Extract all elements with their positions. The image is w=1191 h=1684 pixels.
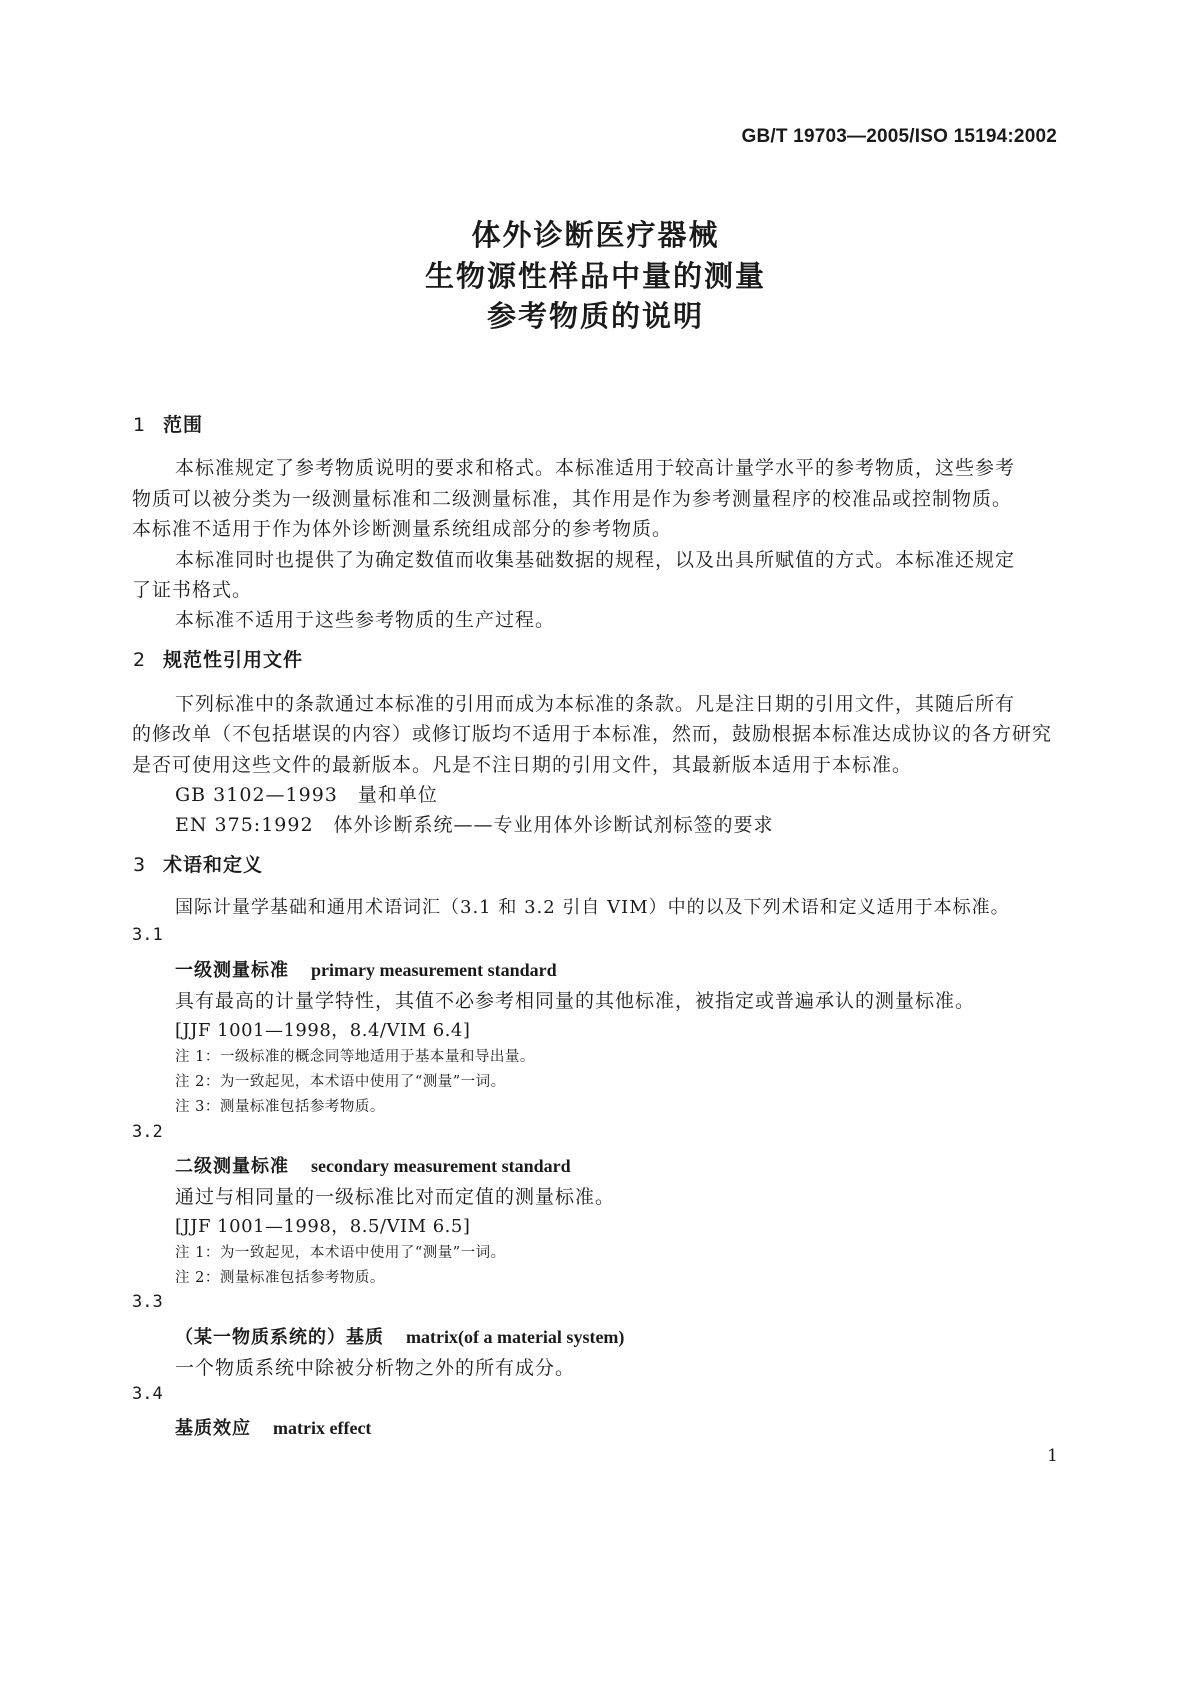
term-note: 注 2：测量标准包括参考物质。 (175, 1270, 385, 1286)
term-chinese: 二级测量标准 (175, 1156, 289, 1177)
term-note: 注 3：测量标准包括参考物质。 (175, 1099, 385, 1115)
section-title: 术语和定义 (163, 854, 264, 876)
paragraph-line: 下列标准中的条款通过本标准的引用而成为本标准的条款。凡是注日期的引用文件，其随后所有 (175, 693, 1016, 715)
section-3-intro: 国际计量学基础和通用术语词汇（3.1 和 3.2 引自 VIM）中的以及下列术语和定义适用于本标准。 (175, 897, 1010, 918)
term-heading (175, 1323, 624, 1349)
title-line-1: 体外诊断医疗器械 (471, 218, 720, 252)
section-number: 3 (133, 854, 147, 876)
term-definition: 通过与相同量的一级标准比对而定值的测量标准。 (175, 1186, 616, 1208)
normative-reference: GB 3102—1993 量和单位 (175, 784, 438, 806)
section-3-heading (133, 850, 263, 877)
section-title: 范围 (163, 414, 204, 436)
term-english: matrix effect (273, 1418, 372, 1438)
section-title: 规范性引用文件 (163, 649, 304, 671)
term-reference: [JJF 1001—1998，8.4/VIM 6.4] (175, 1020, 471, 1041)
term-note: 注 1：为一致起见，本术语中使用了“测量”一词。 (175, 1245, 506, 1261)
standard-code: GB/T 19703—2005/ISO 15194:2002 (741, 126, 1057, 147)
term-chinese: （某一物质系统的）基质 (175, 1327, 384, 1348)
term-heading (175, 956, 557, 982)
term-chinese: 一级测量标准 (175, 960, 289, 981)
section-number: 2 (133, 649, 147, 671)
paragraph-line: 本标准同时也提供了为确定数值而收集基础数据的规程，以及出具所赋值的方式。本标准还规定 (175, 549, 1016, 571)
paragraph-line: 的修改单（不包括堪误的内容）或修订版均不适用于本标准，然而，鼓励根据本标准达成协议的各方研究 (132, 723, 1053, 745)
term-number: 3.1 (132, 925, 163, 945)
paragraph-line: 物质可以被分类为一级测量标准和二级测量标准，其作用是作为参考测量程序的校准品或控制物质。 (132, 488, 1013, 510)
term-note: 注 1：一级标准的概念同等地适用于基本量和导出量。 (175, 1049, 535, 1065)
title-line-2: 生物源性样品中量的测量 (424, 259, 766, 293)
section-1-heading (133, 410, 203, 437)
paragraph-line: 了证书格式。 (132, 579, 253, 601)
paragraph-line: 本标准不适用于作为体外诊断测量系统组成部分的参考物质。 (132, 518, 673, 540)
section-2-heading (133, 645, 303, 672)
term-heading (175, 1414, 371, 1440)
term-english: matrix(of a material system) (406, 1327, 625, 1347)
term-chinese: 基质效应 (175, 1418, 251, 1439)
term-number: 3.2 (132, 1122, 163, 1142)
term-definition: 具有最高的计量学特性，其值不必参考相同量的其他标准，被指定或普遍承认的测量标准。 (175, 990, 976, 1012)
term-number: 3.4 (132, 1384, 163, 1404)
title-line-3: 参考物质的说明 (486, 299, 704, 333)
term-note: 注 2：为一致起见，本术语中使用了“测量”一词。 (175, 1074, 506, 1090)
normative-reference: EN 375:1992 体外诊断系统——专业用体外诊断试剂标签的要求 (175, 814, 774, 836)
section-number: 1 (133, 414, 147, 436)
term-reference: [JJF 1001—1998，8.5/VIM 6.5] (175, 1216, 471, 1237)
page-number: 1 (1047, 1446, 1058, 1466)
term-heading (175, 1152, 571, 1178)
term-english: secondary measurement standard (311, 1156, 571, 1176)
paragraph-line: 本标准规定了参考物质说明的要求和格式。本标准适用于较高计量学水平的参考物质，这些参考 (175, 457, 1016, 479)
paragraph-line: 是否可使用这些文件的最新版本。凡是不注日期的引用文件，其最新版本适用于本标准。 (132, 754, 913, 776)
term-definition: 一个物质系统中除被分析物之外的所有成分。 (175, 1357, 576, 1379)
term-number: 3.3 (132, 1292, 163, 1312)
paragraph-line: 本标准不适用于这些参考物质的生产过程。 (175, 609, 556, 631)
term-english: primary measurement standard (311, 960, 557, 980)
